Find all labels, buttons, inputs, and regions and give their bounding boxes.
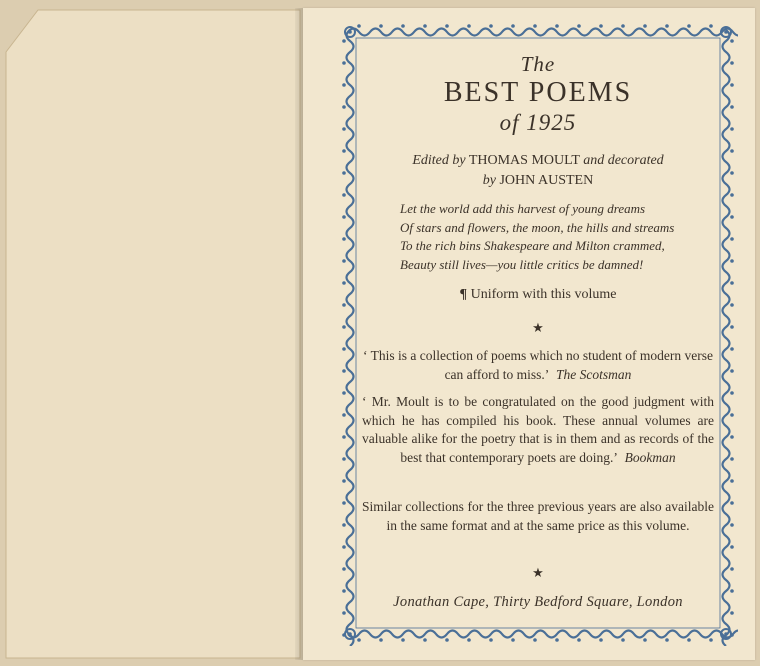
verse-line: Let the world add this harvest of young dreams (400, 201, 646, 216)
uniform-note (360, 287, 716, 303)
review-source: Bookman (624, 449, 676, 465)
edited-by-text: Edited by (412, 153, 466, 168)
review-quote: ‘ Mr. Moult is to be congratulated on the good judgment with which he has compiled his book. These annual volumes are valuable alike for the poetry that is in them and as records of the best that contemporary poets are doing.’ (362, 394, 714, 465)
title-main: BEST POEMS (443, 77, 633, 108)
uniform-text: Uniform with this volume (470, 287, 617, 302)
by-text: by (482, 173, 496, 188)
review-quote: ‘ This is a collection of poems which no student of modern verse can afford to miss.’ (363, 348, 713, 382)
star-divider: ★ (532, 320, 544, 335)
review-source: The Scotsman (556, 366, 632, 382)
epigraph-verse (400, 200, 700, 274)
publisher-line: Jonathan Cape, Thirty Bedford Square, London (393, 594, 683, 610)
verse-line: Beauty still lives—you little critics be damned! (400, 256, 644, 272)
editor-credit (360, 151, 716, 191)
editor-name: THOMAS MOULT (468, 153, 580, 168)
pilcrow-icon: ¶ (459, 287, 468, 302)
review-scotsman (362, 347, 714, 384)
star-divider: ★ (532, 565, 544, 580)
decorated-text: and decorated (583, 153, 664, 168)
decorator-name: JOHN AUSTEN (499, 173, 594, 188)
title-year: of 1925 (499, 110, 577, 135)
verse-line: To the rich bins Shakespeare and Milton crammed, (400, 238, 665, 253)
review-bookman (362, 393, 714, 467)
title-the: The (520, 52, 556, 76)
verse-line: Of stars and flowers, the moon, the hills and streams (400, 219, 675, 235)
similar-collections-note: Similar collections for the three previous years are also available in the same format and at the same price as this volume. (362, 499, 714, 533)
page-content (360, 40, 716, 630)
left-flap (0, 8, 302, 660)
